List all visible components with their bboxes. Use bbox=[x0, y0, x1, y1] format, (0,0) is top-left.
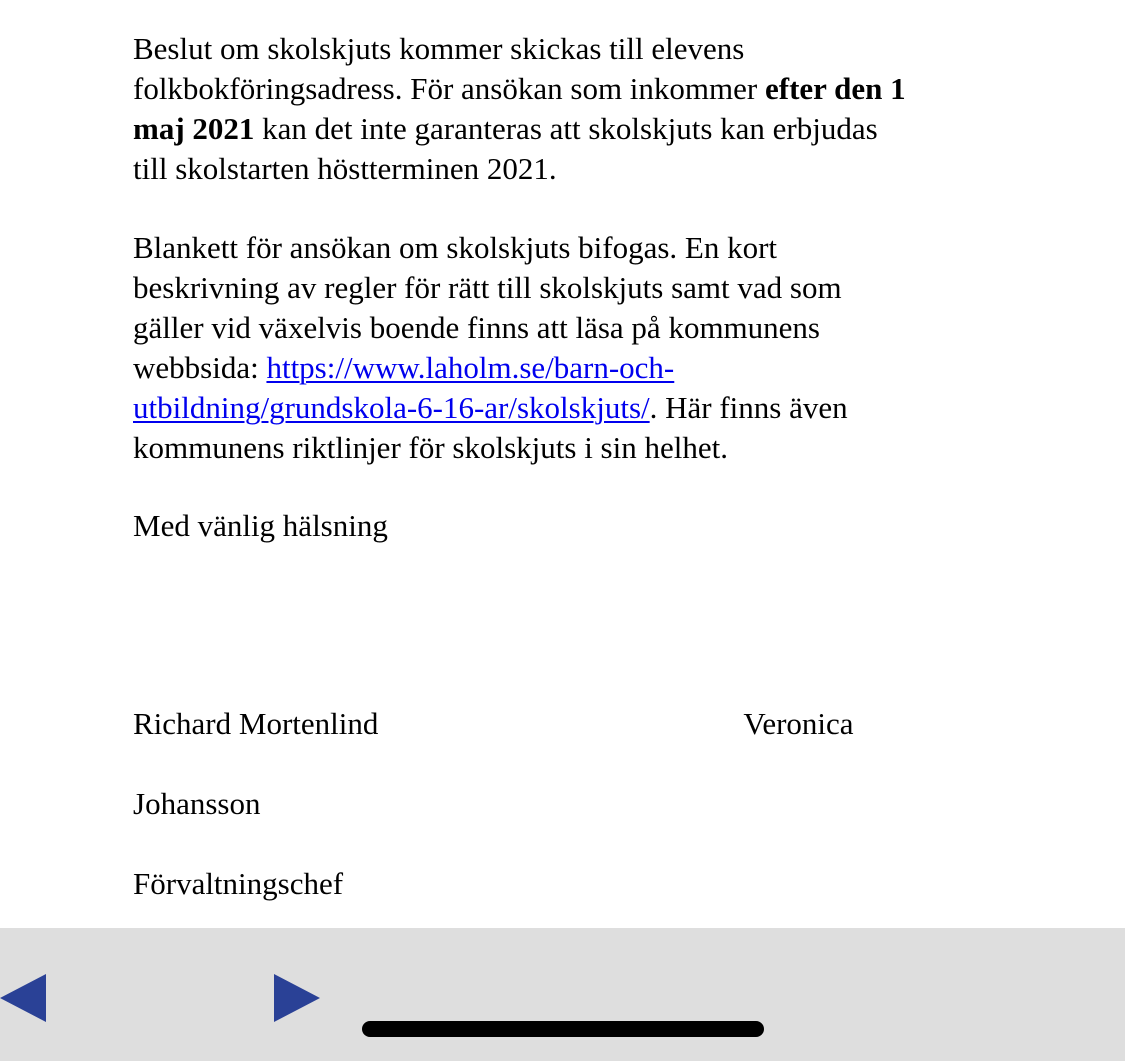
paragraph-decision-info bbox=[133, 29, 1013, 189]
triangle-right-shape bbox=[274, 974, 320, 1022]
signature-name-right: Veronica bbox=[743, 706, 854, 741]
paragraph-text: . Här finns även kommunens riktlinjer för skolskjuts i sin helhet. bbox=[133, 390, 848, 465]
paragraph-text: Beslut om skolskjuts kommer skickas till elevens folkbokföringsadress. För ansökan som inkommer bbox=[133, 31, 758, 106]
signature-name-left: Richard Mortenlind bbox=[133, 706, 379, 741]
skolskjuts-link[interactable]: https://www.laholm.se/barn-och- utbildning/grundskola-6-16-ar/skolskjuts/ bbox=[133, 350, 675, 425]
triangle-left-shape bbox=[0, 974, 46, 1022]
triangle-left-icon bbox=[0, 968, 60, 1028]
closing-greeting: Med vänlig hälsning bbox=[133, 508, 388, 543]
home-indicator[interactable] bbox=[362, 1021, 764, 1037]
previous-page-button[interactable] bbox=[0, 968, 60, 1028]
bottom-toolbar bbox=[0, 928, 1125, 1061]
deadline-bold-text: efter den 1 maj 2021 bbox=[133, 71, 906, 146]
next-page-button[interactable] bbox=[272, 968, 332, 1028]
signature-line-2: Johansson bbox=[133, 786, 261, 821]
paragraph-text: kan det inte garanteras att skolskjuts kan erbjudas till skolstarten höstterminen 2021. bbox=[133, 111, 878, 186]
triangle-right-icon bbox=[272, 968, 332, 1028]
paragraph-form-info bbox=[133, 228, 1013, 468]
signature-line-1 bbox=[133, 704, 1013, 744]
paragraph-text: Blankett för ansökan om skolskjuts bifogas. En kort beskrivning av regler för rätt till skolskjuts samt vad som gäller vid växelvis boende finns att läsa på kommunens webbsida: bbox=[133, 230, 842, 385]
signature-title: Förvaltningschef bbox=[133, 866, 344, 901]
signature-block bbox=[133, 664, 1013, 928]
